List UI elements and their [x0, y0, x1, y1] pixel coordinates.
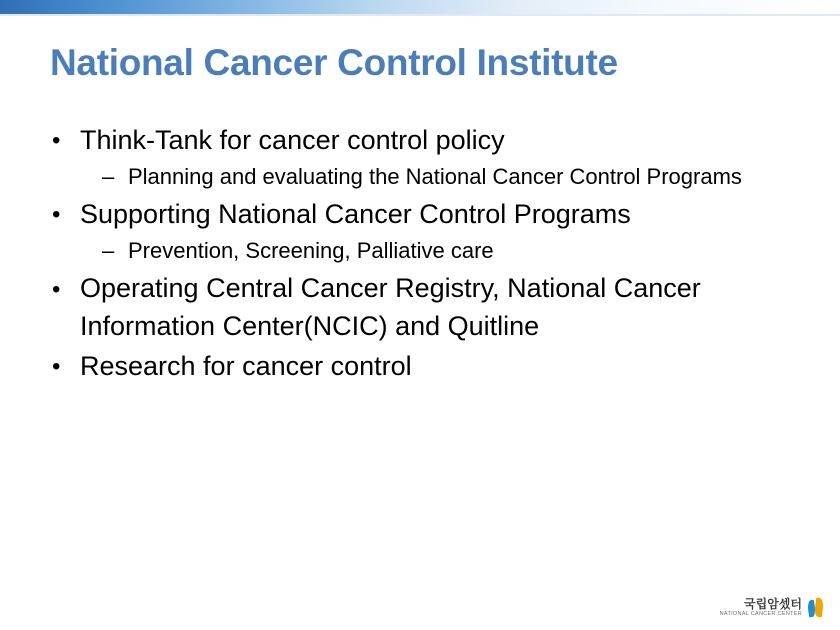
decorative-top-bar-underline: [0, 14, 840, 16]
sub-bullet-text: Planning and evaluating the National Cancer Control Programs: [128, 163, 742, 189]
list-item: [38, 270, 808, 346]
bullet-text: Think-Tank for cancer control policy: [80, 125, 505, 155]
logo-wordmark: [720, 598, 802, 617]
list-item: [38, 348, 808, 386]
page-title: National Cancer Control Institute: [50, 42, 618, 83]
list-item: [80, 236, 808, 266]
bullet-dot-icon: •: [52, 127, 61, 155]
bullet-dot-icon: •: [52, 275, 61, 303]
list-item: [38, 122, 808, 192]
bullet-list-level2: [80, 162, 808, 192]
decorative-top-bar: [0, 0, 840, 14]
sub-bullet-text: Prevention, Screening, Palliative care: [128, 237, 494, 263]
bullet-list-level2: [80, 236, 808, 266]
bullet-text: Operating Central Cancer Registry, National Cancer Information Center(NCIC) and Quitline: [80, 273, 701, 342]
ncc-leaf-logo-icon: [808, 598, 824, 618]
bullet-text: Supporting National Cancer Control Programs: [80, 199, 631, 230]
slide-body: [38, 122, 808, 388]
bullet-dash-icon: –: [102, 163, 115, 189]
leaf-orange-shape: [814, 598, 825, 618]
logo-korean-text: 국립암셌터: [744, 597, 802, 612]
bullet-dot-icon: •: [52, 201, 61, 229]
bullet-dash-icon: –: [102, 237, 115, 263]
logo-english-text: NATIONAL CANCER CENTER: [719, 610, 802, 617]
bullet-dot-icon: •: [52, 353, 61, 381]
ncc-logo: [720, 598, 824, 618]
list-item: [38, 196, 808, 266]
list-item: [80, 162, 808, 192]
bullet-list-level1: [38, 122, 808, 386]
bullet-text: Research for cancer control: [80, 350, 412, 381]
